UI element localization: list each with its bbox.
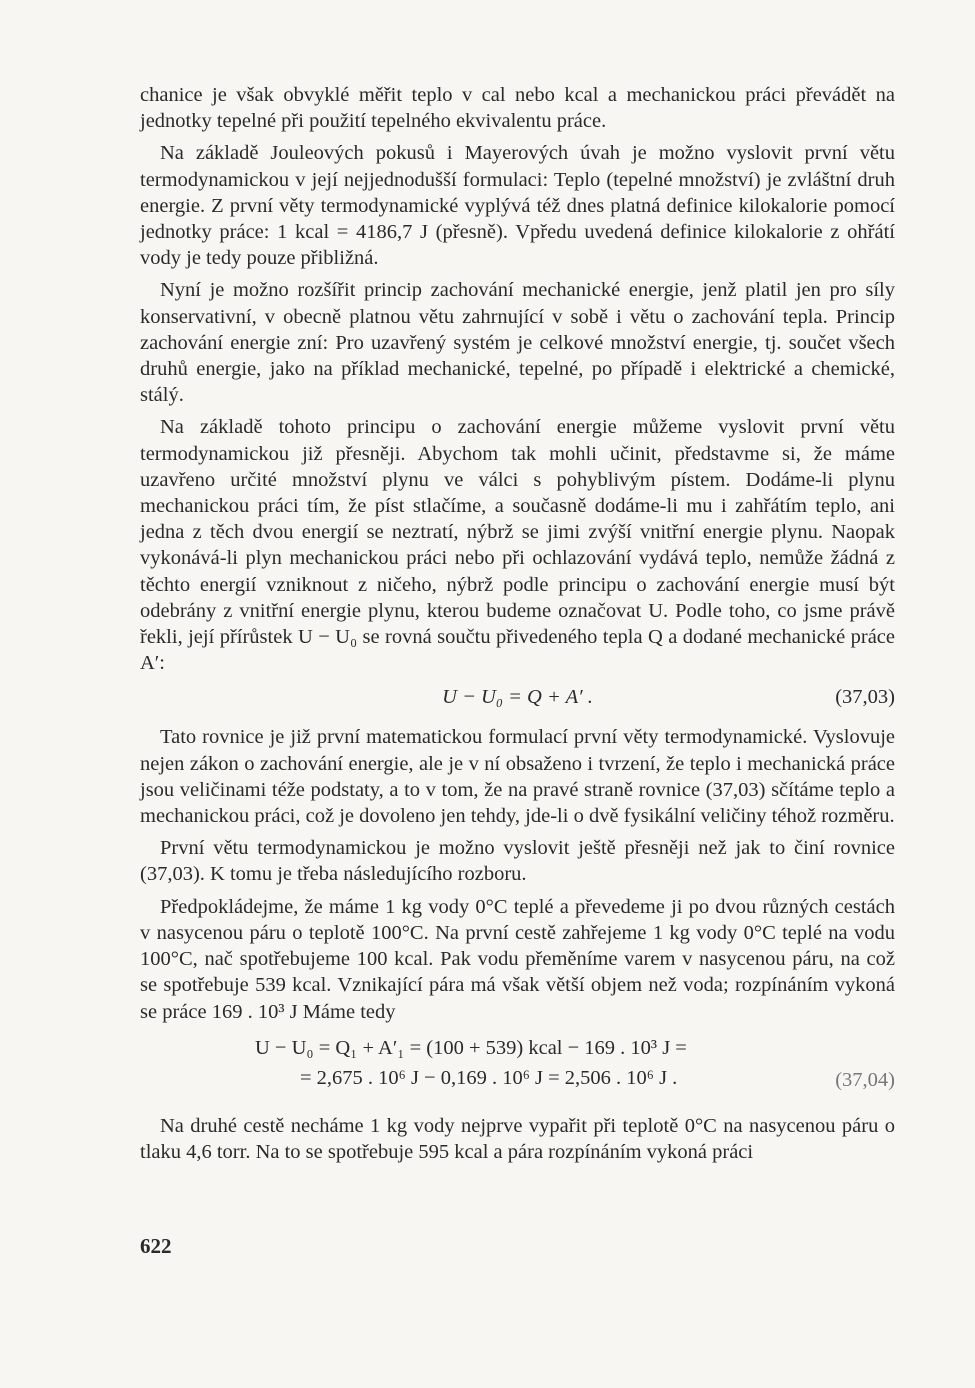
paragraph-3: Nyní je možno rozšířit princip zachování mechanické energie, jenž platil jen pro síly konservativní, v obecně platnou větu zahrnující v sobě i větu o zachování tepla. Princip zachování energie zní: Pro uzavřený systém je celkové množství energie, tj. součet všech druhů energie, jako na příklad mechanické, tepelné, po případě i elektrické a chemické, stálý. [140, 279, 895, 407]
paragraph-2: Na základě Jouleových pokusů i Mayerových úvah je možno vyslovit první větu termodynamickou v její nejjednodušší formulaci: Teplo (tepelné množství) je zvláštní druh energie. Z první věty termodynamické vyplývá též dnes platná definice kilokalorie pomocí jednotky práce: 1 kcal = 4186,7 J (přesně). Vpředu uvedená definice kilokalorie z ohřátí vody je tedy pouze přibližná. [140, 142, 895, 270]
paragraph-8: Na druhé cestě necháme 1 kg vody nejprve vypařit při teplotě 0°C na nasycenou páru o tlaku 4,6 torr. Na to se spotřebuje 595 kcal a pára rozpínáním vykoná práci [140, 1114, 895, 1163]
equation-37-03 [140, 684, 895, 716]
paragraph-4: Na základě tohoto principu o zachování energie můžeme vyslovit první větu termodynamickou již přesněji. Abychom tak mohli učinit, představme si, že máme uzavřeno určité množství plynu ve válci s pohyblivým pístem. Dodáme-li plynu mechanickou práci tím, že píst stlačíme, a současně dodáme-li mu i zahřátím teplo, ani jedna z těch dvou energií se neztratí, nýbrž se jimi zvýší vnitřní energie plynu. Naopak vykonává-li plyn mechanickou práci nebo při ochlazování vydává teplo, nemůže žádná z těchto energií vzniknout z ničeho, nýbrž podle principu o zachování energie musí být odebrány z vnitřní energie plynu, kterou budeme označovat U. Podle toho, co jsme právě řekli, její přírůstek U − U₀ se rovná součtu přivedeného tepla Q a dodané mechanické práce A′: [140, 416, 895, 675]
equation-line-1: U − U₀ = Q₁ + A′₁ = (100 + 539) kcal − 169 . 10³ J = [255, 1036, 687, 1059]
paragraph-7: Předpokládejme, že máme 1 kg vody 0°C teplé a převedeme ji po dvou různých cestách v nasycenou páru o teplotě 100°C. Na první cestě zahřejeme 1 kg vody 0°C teplé na vodu 100°C, nač spotřebujeme 100 kcal. Pak vodu přeměníme varem v nasycenou páru, na což se spotřebuje 539 kcal. Vznikající pára má však větší objem než voda; rozpínáním vykoná se práce 169 . 10³ J Máme tedy [140, 895, 895, 1023]
paragraph-5: Tato rovnice je již první matematickou formulací první věty termodynamické. Vyslovuje nejen zákon o zachování energie, ale je v ní obsaženo i tvrzení, že teplo i mechanická práce jsou veličinami téže podstaty, a to v tom, že na pravé straně rovnice (37,03) sčítáme teplo a mechanickou práci, což je dovoleno jen tehdy, jde-li o dvě fysikální veličiny téhož rozměru. [140, 726, 895, 828]
body-text [140, 82, 895, 1171]
equation-line-2: = 2,675 . 10⁶ J − 0,169 . 10⁶ J = 2,506 . 10⁶ J . [300, 1066, 678, 1089]
paragraph-1: chanice je však obvyklé měřit teplo v cal nebo kcal a mechanickou práci převádět na jednotky tepelné při použití tepelného ekvivalentu práce. [140, 84, 895, 133]
equation-expression: U − U₀ = Q + A′ . [442, 686, 593, 709]
equation-number: (37,03) [835, 686, 895, 709]
paragraph-6: První větu termodynamickou je možno vyslovit ještě přesněji než jak to činí rovnice (37,03). K tomu je třeba následujícího rozboru. [140, 837, 895, 886]
equation-37-04 [140, 1035, 895, 1099]
equation-number: (37,04) [835, 1068, 895, 1091]
page-number: 622 [140, 1234, 172, 1258]
